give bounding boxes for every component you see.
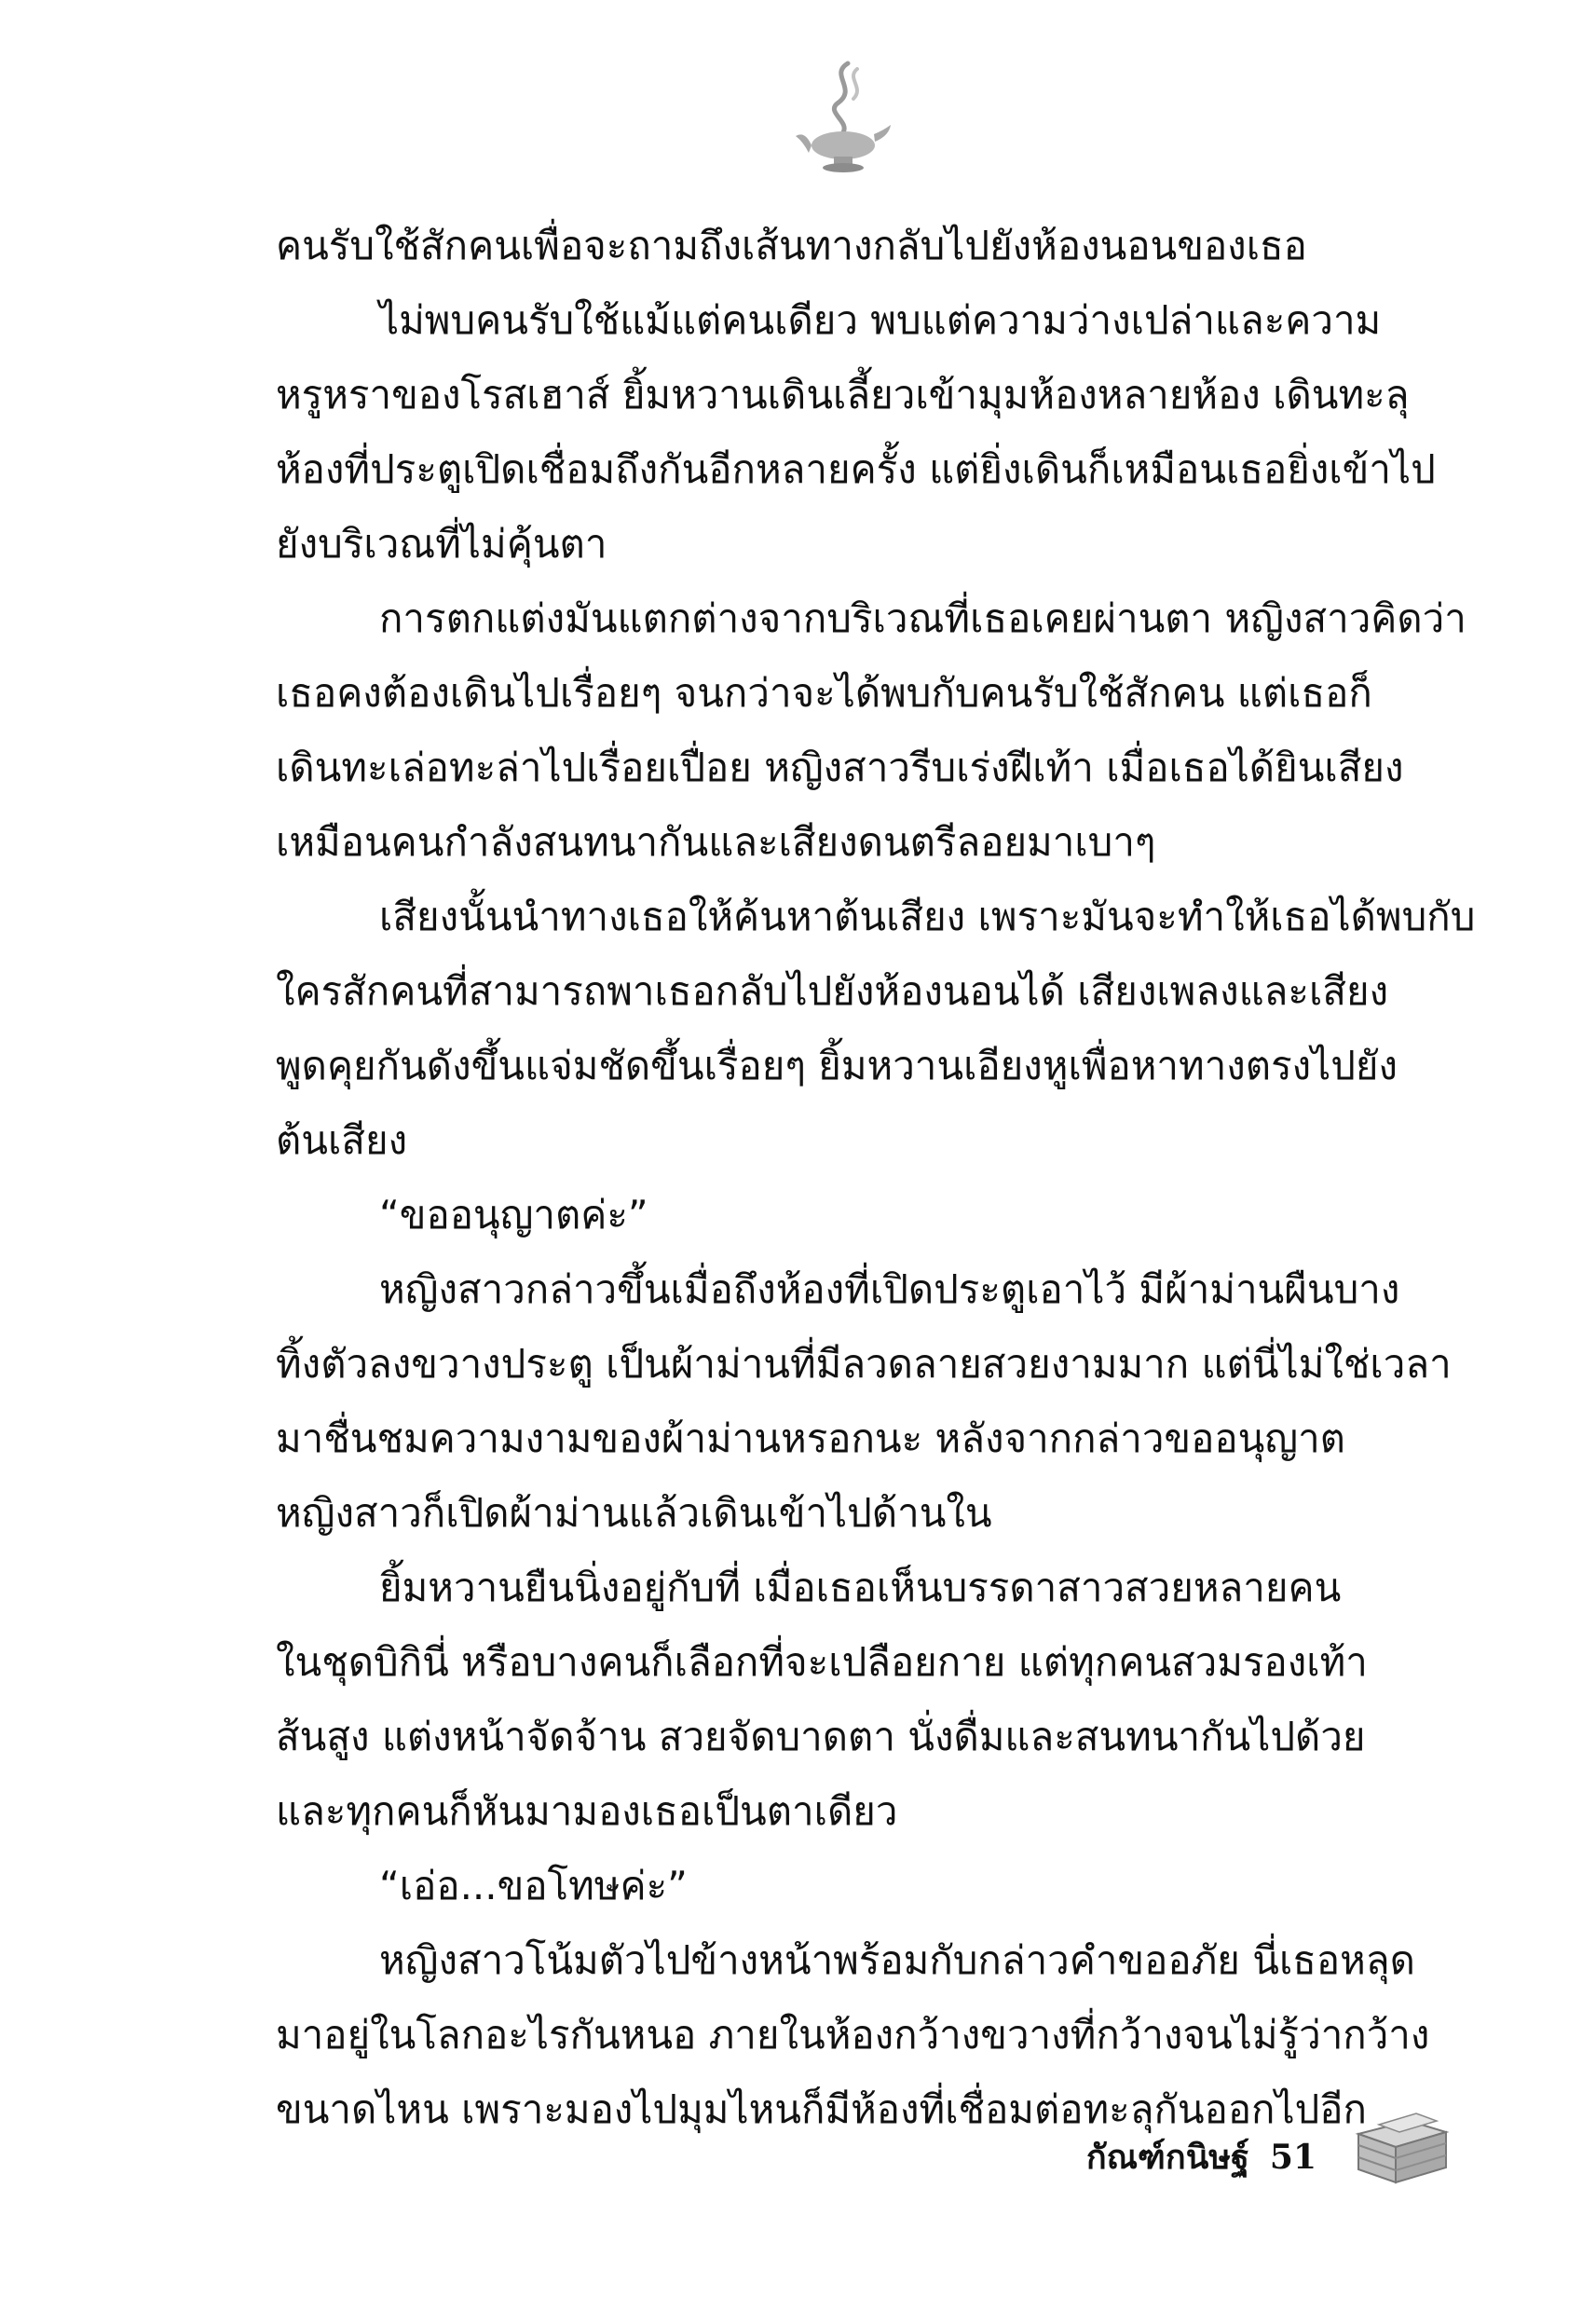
paragraph-first-line: หญิงสาวโน้มตัวไปข้างหน้าพร้อมกับกล่าวคำขออภัย นี่เธอหลุด <box>379 1937 1415 1983</box>
text-line: หญิงสาวก็เปิดผ้าม่านแล้วเดินเข้าไปด้านใน <box>276 1490 992 1536</box>
paragraph-first-line: หญิงสาวกล่าวขึ้นเมื่อถึงห้องที่เปิดประตูเอาไว้ มีผ้าม่านผืนบาง <box>379 1266 1400 1312</box>
genie-lamp-icon <box>792 56 894 186</box>
running-title: กัณฑ์กนิษฐ์ <box>1085 2138 1249 2177</box>
dialogue-line: “เอ่อ...ขอโทษค่ะ” <box>379 1863 688 1908</box>
text-line: ในชุดบิกินี่ หรือบางคนก็เลือกที่จะเปลือยกาย แต่ทุกคนสวมรองเท้า <box>276 1639 1368 1685</box>
text-line: ทิ้งตัวลงขวางประตู เป็นผ้าม่านที่มีลวดลายสวยงามมาก แต่นี่ไม่ใช่เวลา <box>276 1341 1452 1387</box>
text-line: มาชื่นชมความงามของผ้าม่านหรอกนะ หลังจากกล่าวขออนุญาต <box>276 1415 1345 1461</box>
text-line: ห้องที่ประตูเปิดเชื่อมถึงกันอีกหลายครั้ง แต่ยิ่งเดินก็เหมือนเธอยิ่งเข้าไป <box>276 446 1436 492</box>
paragraph-first-line: ไม่พบคนรับใช้แม้แต่คนเดียว พบแต่ความว่างเปล่าและความ <box>379 297 1382 343</box>
page-footer <box>1086 2129 1316 2185</box>
text-line: ใครสักคนที่สามารถพาเธอกลับไปยังห้องนอนได้ เสียงเพลงและเสียง <box>276 968 1389 1014</box>
text-line: คนรับใช้สักคนเพื่อจะถามถึงเส้นทางกลับไปยังห้องนอนของเธอ <box>276 223 1307 268</box>
text-line: ขนาดไหน เพราะมองไปมุมไหนก็มีห้องที่เชื่อมต่อทะลุกันออกไปอีก <box>276 2086 1367 2132</box>
text-line: หรูหราของโรสเฮาส์ ยิ้มหวานเดินเลี้ยวเข้ามุมห้องหลายห้อง เดินทะลุ <box>276 372 1410 417</box>
text-line: ต้นเสียง <box>276 1117 408 1163</box>
book-stack-icon <box>1351 2097 1453 2190</box>
text-line: และทุกคนก็หันมามองเธอเป็นตาเดียว <box>276 1788 898 1834</box>
dialogue-line: “ขออนุญาตค่ะ” <box>379 1192 648 1238</box>
text-line: มาอยู่ในโลกอะไรกันหนอ ภายในห้องกว้างขวางที่กว้างจนไม่รู้ว่ากว้าง <box>276 2012 1430 2058</box>
paragraph-first-line: ยิ้มหวานยืนนิ่งอยู่กับที่ เมื่อเธอเห็นบรรดาสาวสวยหลายคน <box>379 1565 1342 1610</box>
text-line: เดินทะเล่อทะล่าไปเรื่อยเปื่อย หญิงสาวรีบเร่งฝีเท้า เมื่อเธอได้ยินเสียง <box>276 745 1404 790</box>
text-line: เธอคงต้องเดินไปเรื่อยๆ จนกว่าจะได้พบกับคนรับใช้สักคน แต่เธอก็ <box>276 670 1372 716</box>
paragraph-first-line: เสียงนั้นนำทางเธอให้ค้นหาต้นเสียง เพราะมันจะทำให้เธอได้พบกับ <box>379 894 1476 939</box>
text-line: เหมือนคนกำลังสนทนากันและเสียงดนตรีลอยมาเบาๆ <box>276 819 1156 865</box>
text-line: ยังบริเวณที่ไม่คุ้นตา <box>276 521 607 567</box>
paragraph-first-line: การตกแต่งมันแตกต่างจากบริเวณที่เธอเคยผ่านตา หญิงสาวคิดว่า <box>379 595 1466 641</box>
body-text <box>276 182 1476 2157</box>
text-line: ส้นสูง แต่งหน้าจัดจ้าน สวยจัดบาดตา นั่งดื่มและสนทนากันไปด้วย <box>276 1714 1366 1759</box>
text-line: พูดคุยกันดังขึ้นแจ่มชัดขึ้นเรื่อยๆ ยิ้มหวานเอียงหูเพื่อหาทางตรงไปยัง <box>276 1043 1398 1088</box>
page-number: 51 <box>1269 2138 1316 2177</box>
